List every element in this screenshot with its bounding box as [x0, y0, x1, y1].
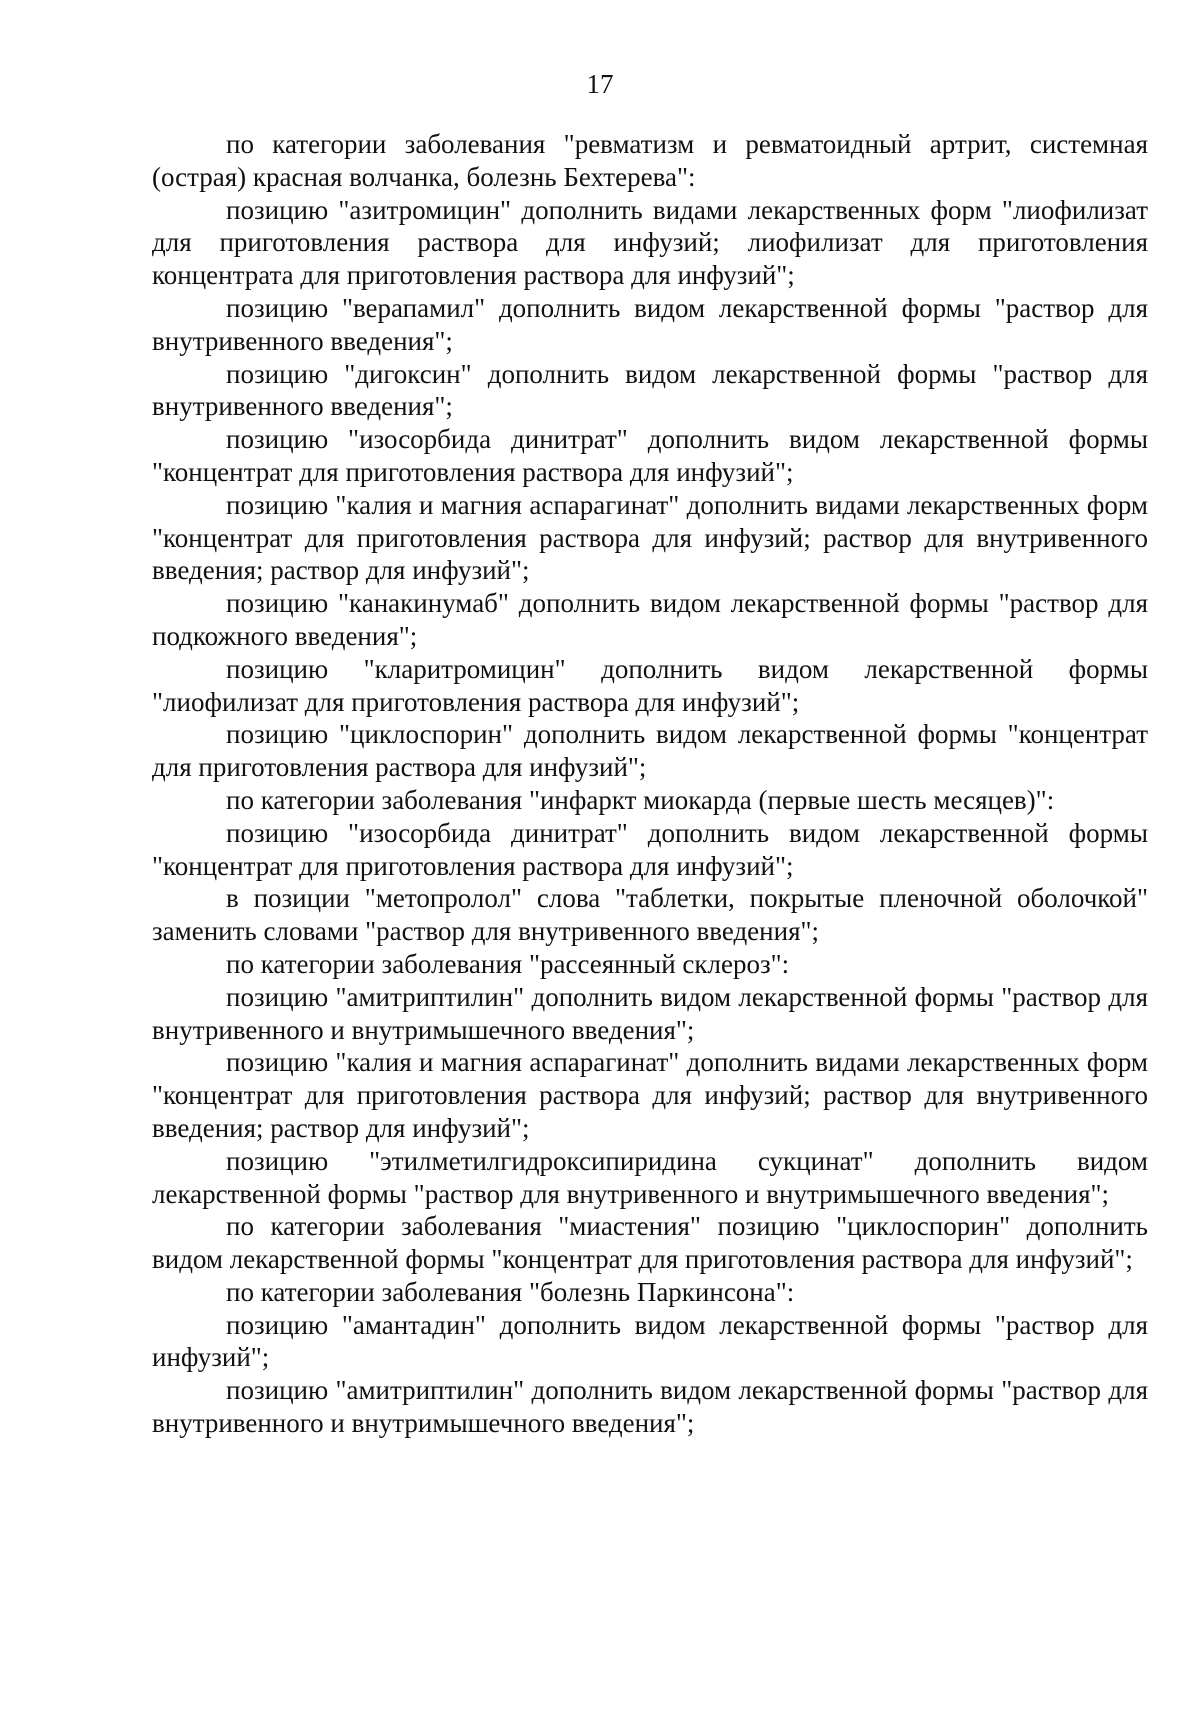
paragraph-isosorbide-dinitrate-2: позицию "изосорбида динитрат" дополнить видом лекарственной формы "концентрат для приготовления раствора для инфузий";: [152, 817, 1148, 881]
paragraph-amitriptyline: позицию "амитриптилин" дополнить видом лекарственной формы "раствор для внутривенного и внутримышечного введения";: [152, 981, 1148, 1045]
paragraph-isosorbide-dinitrate: позицию "изосорбида динитрат" дополнить видом лекарственной формы "концентрат для приготовления раствора для инфузий";: [152, 424, 1148, 487]
paragraph-cyclosporine: позицию "циклоспорин" дополнить видом лекарственной формы "концентрат для приготовления раствора для инфузий";: [152, 719, 1148, 783]
paragraph-potassium-magnesium-aspartate-2: позицию "калия и магния аспарагинат" дополнить видами лекарственных форм "концентрат для приготовления раствора для инфузий; раствор для внутривенного введения; раствор для инфузий";: [152, 1047, 1148, 1143]
paragraph-category-rheumatism: по категории заболевания "ревматизм и ревматоидный артрит, системная (острая) красная волчанка, болезнь Бехтерева":: [152, 129, 1148, 192]
paragraph-category-parkinsons: по категории заболевания "болезнь Паркинсона":: [226, 1276, 795, 1307]
paragraph-ethylmethylhydroxypyridine-succinate: позицию "этилметилгидроксипиридина сукцинат" дополнить видом лекарственной формы "раствор для внутривенного и внутримышечного введения";: [152, 1145, 1148, 1209]
paragraph-category-myocardial-infarction: по категории заболевания "инфаркт миокарда (первые шесть месяцев)":: [226, 784, 1055, 815]
paragraph-metoprolol: в позиции "метопролол" слова "таблетки, покрытые пленочной оболочкой" заменить словами "раствор для внутривенного введения";: [152, 883, 1148, 947]
document-body: [152, 128, 1148, 1440]
paragraph-digoxin: позицию "дигоксин" дополнить видом лекарственной формы "раствор для внутривенного введения";: [152, 358, 1148, 422]
paragraph-potassium-magnesium-aspartate: позицию "калия и магния аспарагинат" дополнить видами лекарственных форм "концентрат для приготовления раствора для инфузий; раствор для внутривенного введения; раствор для инфузий";: [152, 489, 1148, 586]
paragraph-clarithromycin: позицию "кларитромицин" дополнить видом лекарственной формы "лиофилизат для приготовления раствора для инфузий";: [152, 653, 1148, 717]
paragraph-amitriptyline-2: позицию "амитриптилин" дополнить видом лекарственной формы "раствор для внутривенного и внутримышечного введения";: [152, 1375, 1148, 1439]
paragraph-verapamil: позицию "верапамил" дополнить видом лекарственной формы "раствор для внутривенного введения";: [152, 292, 1148, 356]
page-number: 17: [586, 69, 614, 99]
paragraph-azithromycin: позицию "азитромицин" дополнить видами лекарственных форм "лиофилизат для приготовления раствора для инфузий; лиофилизат для приготовления концентрата для приготовления раствора для инфузий";: [152, 194, 1148, 291]
paragraph-canakinumab: позицию "канакинумаб" дополнить видом лекарственной формы "раствор для подкожного введения";: [152, 588, 1148, 651]
paragraph-amantadine: позицию "амантадин" дополнить видом лекарственной формы "раствор для инфузий";: [152, 1309, 1148, 1373]
paragraph-category-multiple-sclerosis: по категории заболевания "рассеянный склероз":: [226, 948, 790, 979]
paragraph-category-myasthenia: по категории заболевания "миастения" позицию "циклоспорин" дополнить видом лекарственной формы "концентрат для приготовления раствора для инфузий";: [152, 1211, 1148, 1275]
